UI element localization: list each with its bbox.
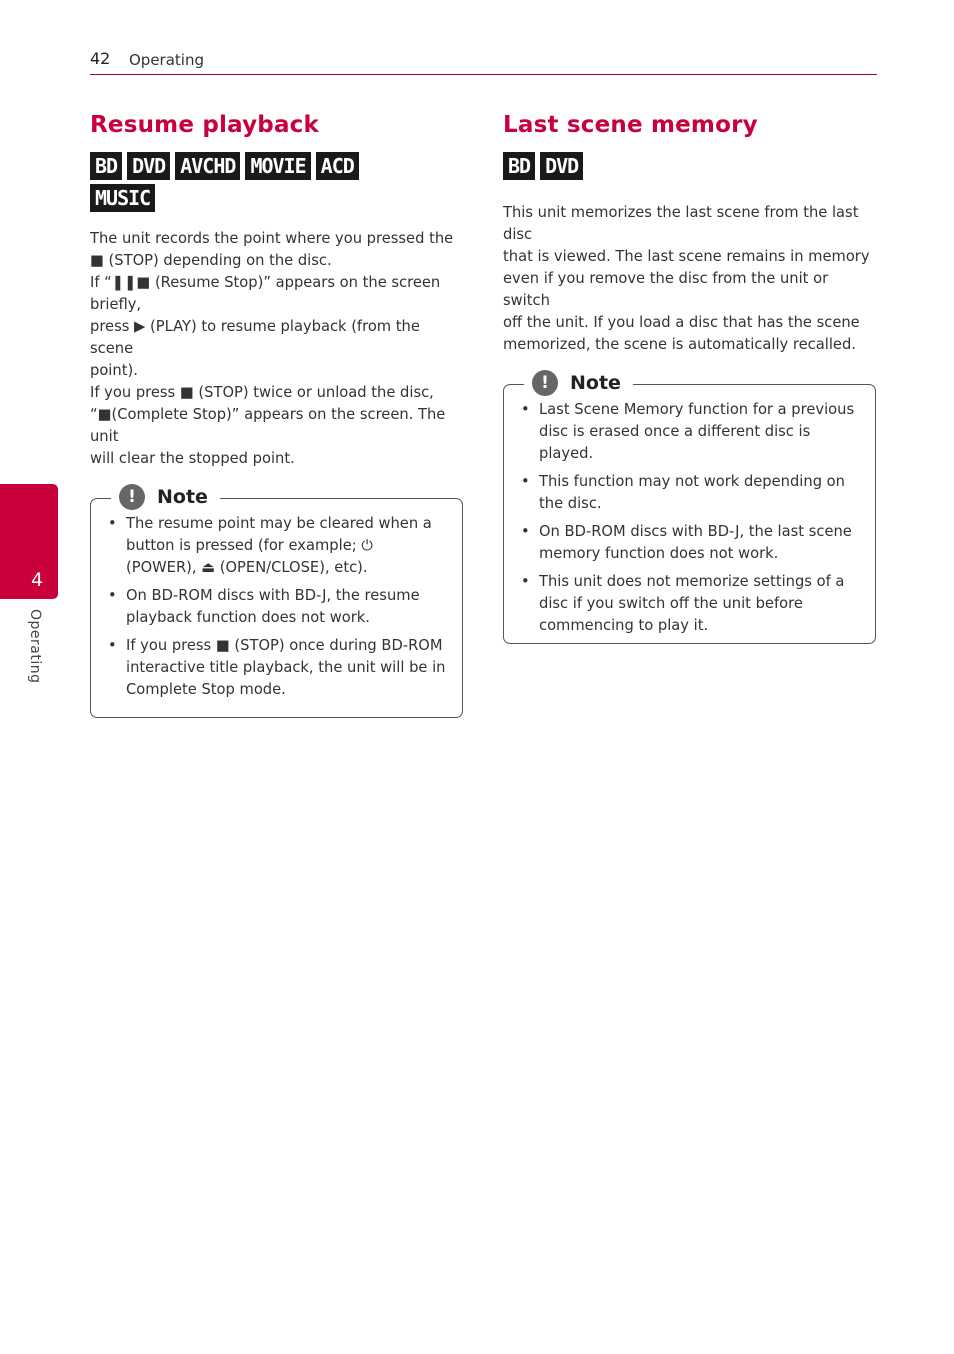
resume-line: will clear the stopped point. — [90, 450, 295, 467]
resume-line: press ▶ (PLAY) to resume playback (from the scene — [90, 318, 420, 357]
resume-note-box — [90, 486, 463, 718]
note-title — [111, 482, 220, 512]
badge-bd: BD — [503, 152, 535, 180]
last-scene-memory-section — [503, 112, 878, 644]
resume-line: If you press ■ (STOP) twice or unload the disc, — [90, 384, 434, 401]
last-scene-line: even if you remove the disc from the unit or switch — [503, 270, 829, 309]
list-item: • On BD-ROM discs with BD-J, the resume playback function does not work. — [105, 585, 448, 629]
resume-line: If “❚❚■ (Resume Stop)” appears on the screen briefly, — [90, 274, 441, 313]
last-scene-heading: Last scene memory — [503, 112, 758, 138]
list-item: • If you press ■ (STOP) once during BD-ROM interactive title playback, the unit will be in Complete Stop mode. — [105, 635, 448, 701]
list-item: • On BD-ROM discs with BD-J, the last scene memory function does not work. — [518, 521, 861, 565]
badge-movie: MOVIE — [245, 152, 310, 180]
last-scene-disc-badges — [503, 152, 833, 184]
resume-line: The unit records the point where you pressed the — [90, 230, 454, 247]
badge-bd: BD — [90, 152, 122, 180]
warning-icon: ! — [119, 484, 145, 510]
note-title — [524, 368, 633, 398]
page-number: 42 — [90, 49, 111, 68]
last-scene-line: This unit memorizes the last scene from the last disc — [503, 204, 859, 243]
badge-dvd: DVD — [127, 152, 170, 180]
resume-playback-section — [90, 112, 465, 718]
resume-line: “■(Complete Stop)” appears on the screen. The unit — [90, 406, 446, 445]
badge-dvd: DVD — [540, 152, 583, 180]
note-list — [518, 399, 861, 637]
note-label: Note — [570, 372, 621, 394]
last-scene-line: memorized, the scene is automatically recalled. — [503, 336, 856, 353]
warning-icon: ! — [532, 370, 558, 396]
chapter-side-tab — [0, 484, 58, 599]
list-item: • This function may not work depending on the disc. — [518, 471, 861, 515]
list-item: • The resume point may be cleared when a button is pressed (for example; ⏻ (POWER), ⏏ (OPEN/CLOSE), etc). — [105, 513, 448, 579]
last-scene-line: that is viewed. The last scene remains in memory — [503, 248, 870, 265]
resume-description — [90, 228, 465, 470]
chapter-number: 4 — [30, 569, 44, 591]
resume-playback-heading: Resume playback — [90, 112, 320, 138]
header-section-label: Operating — [129, 51, 204, 69]
last-scene-line: off the unit. If you load a disc that has the scene — [503, 314, 860, 331]
header-rule — [90, 74, 877, 75]
last-scene-description — [503, 202, 878, 356]
badge-acd: ACD — [316, 152, 359, 180]
note-list — [105, 513, 448, 701]
resume-line: ■ (STOP) depending on the disc. — [90, 252, 332, 269]
badge-music: MUSIC — [90, 184, 155, 212]
last-scene-note-box — [503, 372, 876, 644]
resume-line: point). — [90, 362, 138, 379]
resume-disc-badges — [90, 152, 420, 216]
note-label: Note — [157, 486, 208, 508]
list-item: • Last Scene Memory function for a previous disc is erased once a different disc is played. — [518, 399, 861, 465]
chapter-side-label: Operating — [27, 609, 43, 684]
list-item: • This unit does not memorize settings of a disc if you switch off the unit before commencing to play it. — [518, 571, 861, 637]
badge-avchd: AVCHD — [175, 152, 240, 180]
